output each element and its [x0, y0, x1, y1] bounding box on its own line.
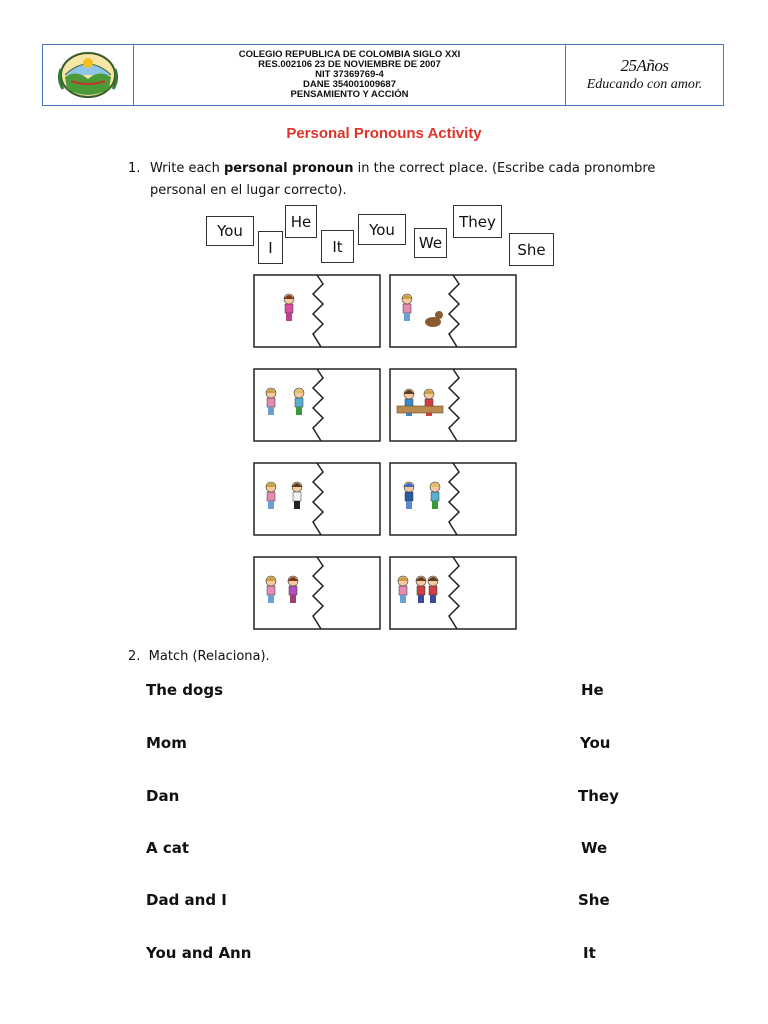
match-left-item: Mom: [146, 734, 187, 752]
question-text-part: Write each: [150, 161, 224, 176]
puzzle-piece: [389, 556, 517, 630]
word-card: He: [285, 205, 317, 238]
question-number: 2.: [128, 649, 141, 664]
question-text-part: in the correct place. (Escribe cada pronombre personal en el lugar correcto).: [150, 161, 656, 198]
school-nit: NIT 37369769-4: [315, 69, 384, 80]
match-right-item: You: [580, 734, 611, 752]
question-1: [128, 158, 688, 202]
motto-text: Educando con amor.: [586, 77, 703, 92]
puzzle-piece: [389, 274, 517, 348]
word-card: I: [258, 231, 283, 264]
word-card: You: [206, 216, 254, 246]
match-left-item: Dad and I: [146, 891, 227, 909]
document-header: [42, 44, 724, 106]
school-info: [134, 45, 566, 105]
match-right-item: They: [578, 787, 619, 805]
match-right-item: We: [581, 839, 608, 857]
puzzle-piece: [389, 462, 517, 536]
match-left-item: The dogs: [146, 681, 224, 699]
word-card: We: [414, 228, 447, 258]
puzzle-piece: [253, 274, 381, 348]
school-logo-cell: [43, 45, 134, 105]
puzzle-piece: [253, 462, 381, 536]
word-card: You: [358, 214, 406, 245]
puzzle-piece: [253, 368, 381, 442]
puzzle-piece: [389, 368, 517, 442]
match-right-item: He: [581, 681, 604, 699]
match-left-item: A cat: [146, 839, 190, 857]
anniversary-text: 25Años: [620, 56, 669, 75]
school-name: COLEGIO REPUBLICA DE COLOMBIA SIGLO XXI: [238, 49, 461, 60]
question-text: [150, 158, 688, 202]
school-resolution: RES.002106 23 DE NOVIEMBRE DE 2007: [258, 59, 441, 70]
word-card: They: [453, 205, 502, 238]
match-left-item: Dan: [146, 787, 180, 805]
question-number: 1.: [128, 161, 141, 176]
word-card: She: [509, 233, 554, 266]
puzzle-illustration: [398, 576, 438, 603]
school-dane: DANE 354001009687: [303, 79, 396, 90]
question-text-bold: personal pronoun: [223, 161, 354, 176]
puzzle-piece: [253, 556, 381, 630]
word-card: It: [321, 230, 354, 263]
page-title: Personal Pronouns Activity: [286, 125, 482, 142]
question-text: Match (Relaciona).: [148, 649, 270, 664]
match-right-item: She: [578, 891, 610, 909]
match-left-item: You and Ann: [146, 944, 252, 962]
match-right-item: It: [583, 944, 596, 962]
motto-cell: [566, 45, 723, 105]
school-slogan: PENSAMIENTO Y ACCIÓN: [290, 89, 409, 100]
school-crest-logo: [57, 49, 119, 101]
question-2: [128, 649, 270, 664]
